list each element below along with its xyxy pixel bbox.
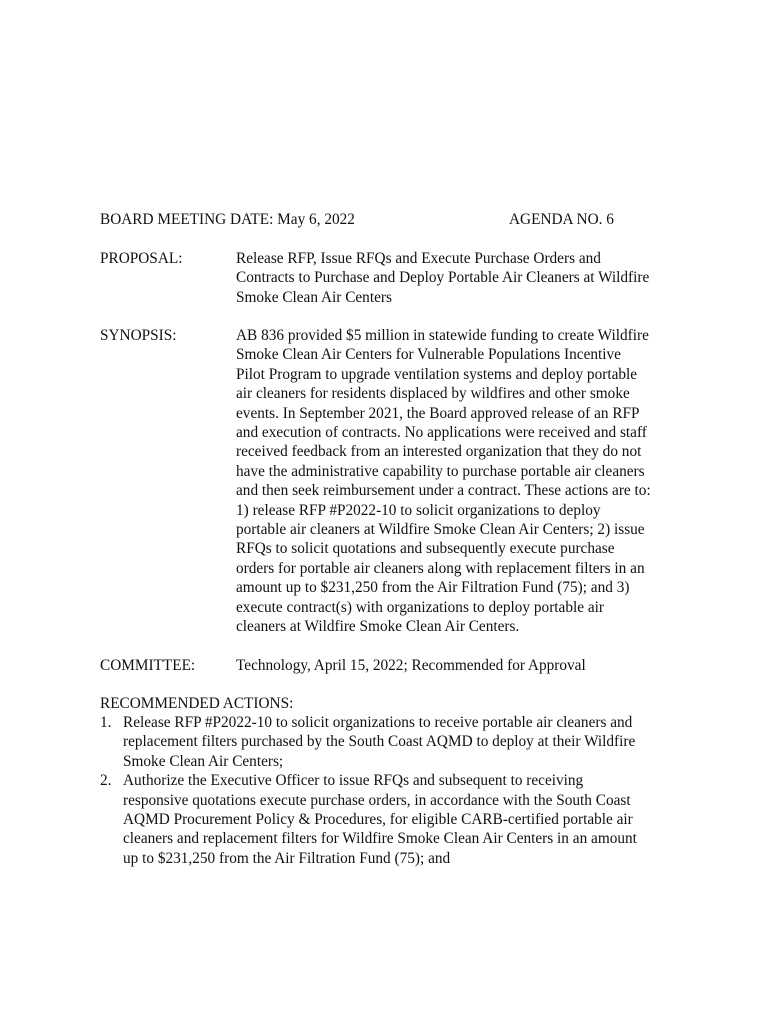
synopsis-line: portable air cleaners at Wildfire Smoke Clean Air Centers; 2) issue <box>236 521 645 539</box>
proposal-line: Smoke Clean Air Centers <box>236 288 392 306</box>
synopsis-line: air cleaners for residents displaced by wildfires and other smoke <box>236 385 630 403</box>
synopsis-line: AB 836 provided $5 million in statewide funding to create Wildfire <box>236 327 649 344</box>
synopsis-line: and execution of contracts. No applications were received and staff <box>236 424 647 442</box>
proposal-label: PROPOSAL: <box>100 250 183 267</box>
synopsis-line: and then seek reimbursement under a contract. These actions are to: <box>236 482 651 500</box>
synopsis-line: events. In September 2021, the Board approved release of an RFP <box>236 404 640 422</box>
list-item-line: cleaners and replacement filters for Wildfire Smoke Clean Air Centers in an amount <box>123 830 637 848</box>
list-item-line: replacement filters purchased by the South Coast AQMD to deploy at their Wildfire <box>123 733 636 751</box>
list-item-line: Release RFP #P2022-10 to solicit organizations to receive portable air cleaners and <box>123 714 633 731</box>
synopsis-line: cleaners at Wildfire Smoke Clean Air Centers. <box>236 618 520 636</box>
committee-label: COMMITTEE: <box>100 657 196 674</box>
recommended-actions-list <box>100 713 700 868</box>
committee-text: Technology, April 15, 2022; Recommended for Approval <box>236 657 586 674</box>
list-item <box>100 713 700 771</box>
synopsis-line: received feedback from an interested organization that they do not <box>236 443 642 461</box>
proposal-line: Release RFP, Issue RFQs and Execute Purchase Orders and <box>236 250 601 267</box>
synopsis-label: SYNOPSIS: <box>100 327 177 344</box>
synopsis-line: Smoke Clean Air Centers for Vulnerable Populations Incentive <box>236 346 621 364</box>
synopsis-line: Pilot Program to upgrade ventilation systems and deploy portable <box>236 365 638 383</box>
synopsis-line: orders for portable air cleaners along with replacement filters in an <box>236 559 645 577</box>
list-item-number: 1. <box>100 714 112 731</box>
agenda-number: AGENDA NO. 6 <box>509 211 614 228</box>
synopsis-line: RFQs to solicit quotations and subsequently execute purchase <box>236 540 615 558</box>
synopsis-line: execute contract(s) with organizations to deploy portable air <box>236 598 604 616</box>
list-item <box>100 771 700 868</box>
board-meeting-date: BOARD MEETING DATE: May 6, 2022 <box>100 211 355 228</box>
list-item-number: 2. <box>100 772 112 790</box>
proposal-text <box>236 249 686 307</box>
list-item-line: Smoke Clean Air Centers; <box>123 752 284 770</box>
list-item-line: AQMD Procurement Policy & Procedures, for eligible CARB-certified portable air <box>123 811 633 829</box>
list-item-line: up to $231,250 from the Air Filtration Fund (75); and <box>123 849 451 867</box>
synopsis-line: amount up to $231,250 from the Air Filtration Fund (75); and 3) <box>236 579 630 597</box>
synopsis-line: have the administrative capability to purchase portable air cleaners <box>236 462 645 480</box>
synopsis-text <box>236 326 686 637</box>
list-item-line: Authorize the Executive Officer to issue RFQs and subsequent to receiving <box>123 772 584 790</box>
synopsis-line: 1) release RFP #P2022-10 to solicit organizations to deploy <box>236 501 601 519</box>
recommended-actions-heading: RECOMMENDED ACTIONS: <box>100 695 294 712</box>
list-item-line: responsive quotations execute purchase orders, in accordance with the South Coast <box>123 791 631 809</box>
proposal-line: Contracts to Purchase and Deploy Portable Air Cleaners at Wildfire <box>236 269 650 287</box>
